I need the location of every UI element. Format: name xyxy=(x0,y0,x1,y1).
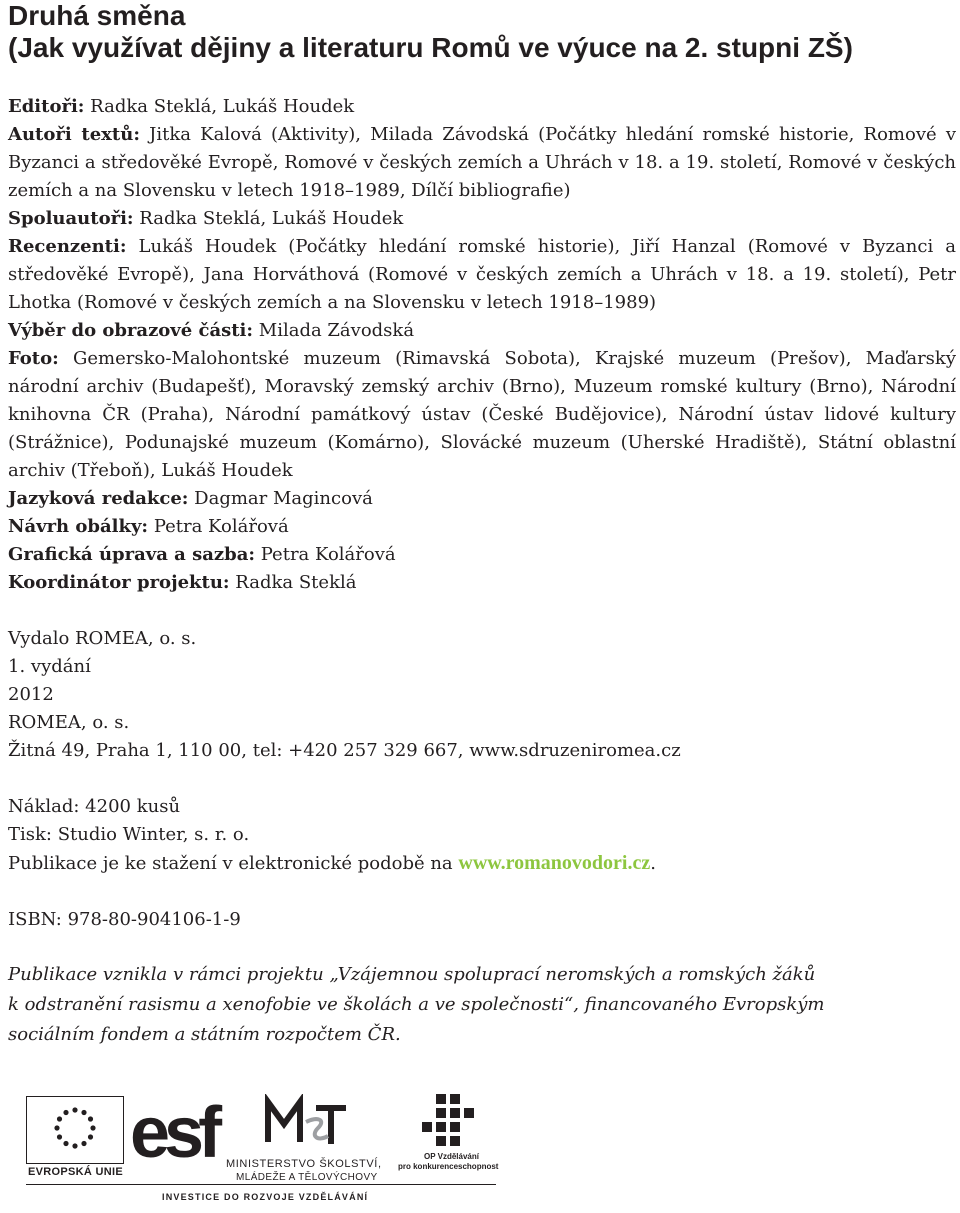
address-line: Žitná 49, Praha 1, 110 00, tel: +420 257 329 667, www.sdruzeniromea.cz xyxy=(8,740,681,761)
publisher-line: Vydalo ROMEA, o. s. xyxy=(8,628,197,649)
book-title xyxy=(8,0,853,64)
language-value: Dagmar Magincová xyxy=(188,488,373,509)
credits-block xyxy=(8,93,956,597)
print-run-line: Náklad: 4200 kusů xyxy=(8,796,181,817)
download-text: Publikace je ke stažení v elektronické podobě na xyxy=(8,853,459,874)
title-line-1: Druhá směna xyxy=(8,0,186,31)
coordinator-value: Radka Steklá xyxy=(229,572,357,593)
op-caption-2: pro konkurenceschopnost xyxy=(398,1162,499,1171)
reviewers-label: Recenzenti: xyxy=(8,236,127,257)
investment-caption: INVESTICE DO ROZVOJE VZDĚLÁVÁNÍ xyxy=(162,1192,369,1202)
eu-stars-icon xyxy=(27,1097,123,1163)
coauthors-label: Spoluautoři: xyxy=(8,208,134,229)
download-end: . xyxy=(650,853,656,874)
esf-logo: esf xyxy=(130,1093,217,1173)
credit-editors xyxy=(8,93,956,121)
credit-photo xyxy=(8,345,956,485)
credit-layout xyxy=(8,541,956,569)
photo-label: Foto: xyxy=(8,348,59,369)
credit-images xyxy=(8,317,956,345)
reviewers-value: Lukáš Houdek (Počátky hledání romské historie), Jiří Hanzal (Romové v Byzanci a středověké Evropě), Jana Horváthová (Romové v českých zemích a Uhrách v 18. a 19. století), Petr Lhotka (Romové v českých zemích a na Slovensku v letech 1918–1989) xyxy=(8,236,956,313)
funding-line-1: Publikace vznikla v rámci projektu „Vzájemnou spoluprací neromských a romských žáků xyxy=(8,964,816,985)
op-caption-1: OP Vzdělávání xyxy=(424,1152,479,1161)
credit-coauthors xyxy=(8,205,956,233)
photo-value: Gemersko-Malohontské muzeum (Rimavská Sobota), Krajské muzeum (Prešov), Maďarský národní archiv (Budapešť), Moravský zemský archiv (Brno), Muzeum romské kultury (Brno), Národní knihovna ČR (Praha), Národní památkový ústav (České Budějovice), Národní ústav lidové kultury (Strážnice), Podunajské muzeum (Komárno), Slovácké muzeum (Uherské Hradiště), Státní oblastní archiv (Třeboň), Lukáš Houdek xyxy=(8,348,956,481)
authors-label: Autoři textů: xyxy=(8,124,140,145)
credit-coordinator xyxy=(8,569,956,597)
editors-value: Radka Steklá, Lukáš Houdek xyxy=(84,96,355,117)
credit-authors xyxy=(8,121,956,205)
funding-line-2: k odstranění rasismu a xenofobie ve školách a ve společnosti“, financovaného Evropským xyxy=(8,994,825,1015)
download-line xyxy=(8,849,956,878)
editors-label: Editoři: xyxy=(8,96,85,117)
logo-divider xyxy=(26,1184,496,1185)
layout-label: Grafická úprava a sazba: xyxy=(8,544,256,565)
edition-line: 1. vydání xyxy=(8,656,91,677)
funding-note xyxy=(8,960,956,1050)
authors-value: Jitka Kalová (Aktivity), Milada Závodská (Počátky hledání romské historie, Romové v Byzanci a středověké Evropě, Romové v českých zemích a Uhrách v 18. a 19. století, Romové v českých zemích a na Slovensku v letech 1918–1989, Dílčí bibliografie) xyxy=(8,124,956,201)
cover-value: Petra Kolářová xyxy=(148,516,289,537)
msmt-logo-icon xyxy=(262,1094,352,1154)
printer-line: Tisk: Studio Winter, s. r. o. xyxy=(8,824,250,845)
publication-block xyxy=(8,625,956,934)
language-label: Jazyková redakce: xyxy=(8,488,189,509)
coauthors-value: Radka Steklá, Lukáš Houdek xyxy=(133,208,404,229)
images-label: Výběr do obrazové části: xyxy=(8,320,254,341)
msmt-caption-1: MINISTERSTVO ŠKOLSTVÍ, xyxy=(226,1158,382,1170)
title-line-2: (Jak využívat dějiny a literaturu Romů ve výuce na 2. stupni ZŠ) xyxy=(8,32,853,63)
org-line: ROMEA, o. s. xyxy=(8,712,130,733)
eu-logo xyxy=(26,1096,124,1164)
eu-caption: EVROPSKÁ UNIE xyxy=(28,1166,123,1178)
download-link[interactable]: www.romanovodori.cz xyxy=(458,852,651,874)
op-vk-logo-icon xyxy=(418,1094,478,1156)
msmt-caption-2: MLÁDEŽE A TĚLOVÝCHOVY xyxy=(236,1172,378,1183)
coordinator-label: Koordinátor projektu: xyxy=(8,572,230,593)
isbn-line: ISBN: 978-80-904106-1-9 xyxy=(8,909,241,930)
cover-label: Návrh obálky: xyxy=(8,516,149,537)
credit-cover xyxy=(8,513,956,541)
logo-strip xyxy=(0,1080,960,1213)
layout-value: Petra Kolářová xyxy=(255,544,396,565)
images-value: Milada Závodská xyxy=(253,320,415,341)
year-line: 2012 xyxy=(8,684,54,705)
credit-language xyxy=(8,485,956,513)
funding-line-3: sociálním fondem a státním rozpočtem ČR. xyxy=(8,1024,401,1045)
credit-reviewers xyxy=(8,233,956,317)
